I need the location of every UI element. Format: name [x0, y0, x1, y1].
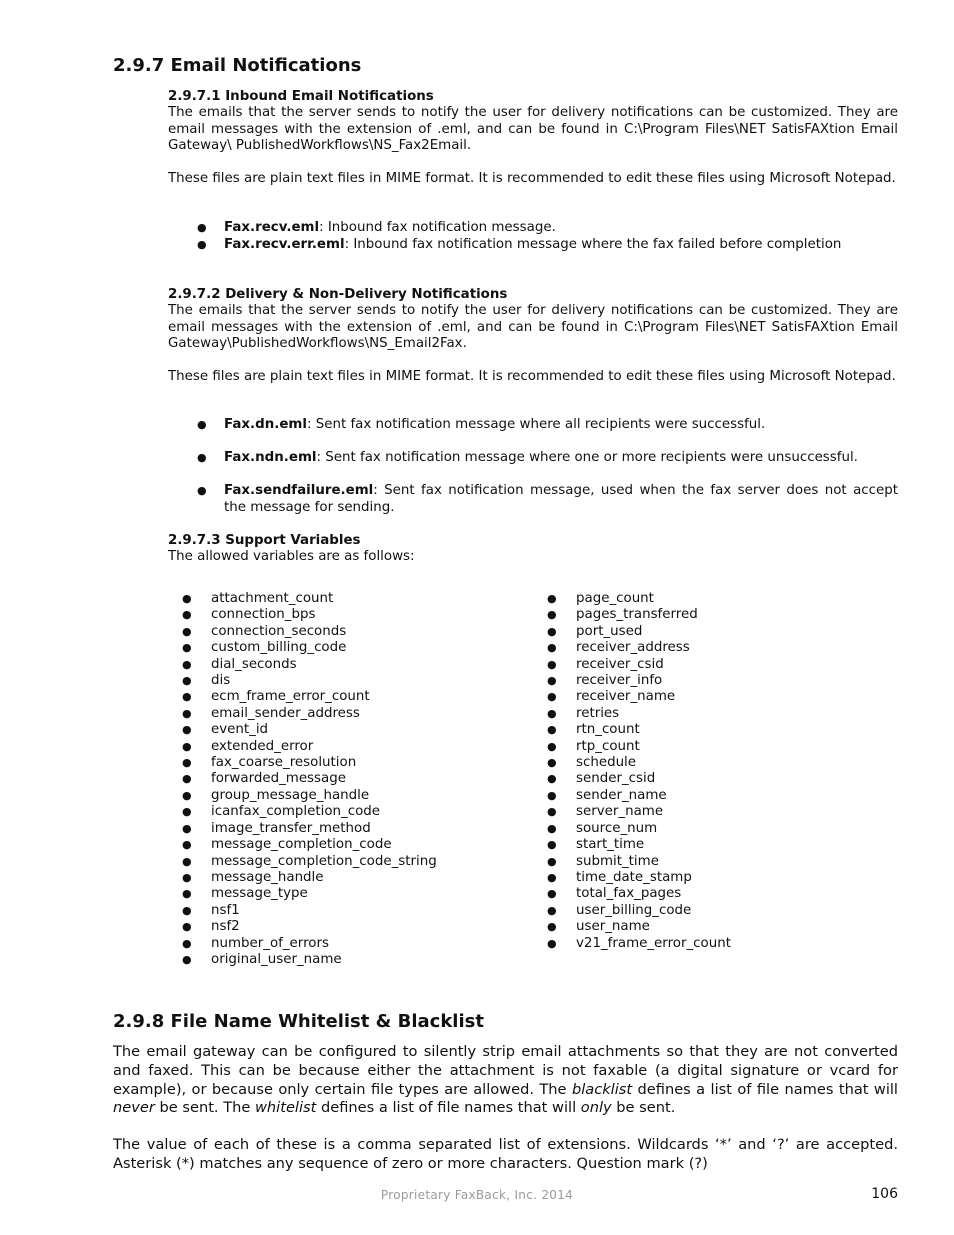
variable-item: ● message_type	[182, 886, 437, 902]
list-item	[197, 220, 898, 237]
variable-item: ● start_time	[547, 837, 731, 853]
variable-item: ● time_date_stamp	[547, 870, 731, 886]
variable-item: ● icanfax_completion_code	[182, 804, 437, 820]
bullet-icon: ●	[197, 418, 207, 431]
file-name: Fax.dn.eml	[224, 417, 307, 432]
list-item	[197, 450, 898, 467]
variable-item: ● dial_seconds	[182, 657, 437, 673]
inbound-notifications-block	[168, 88, 898, 187]
variable-item: ● message_completion_code	[182, 837, 437, 853]
file-name: Fax.recv.eml	[224, 220, 320, 235]
file-description: : Sent fax notification message where one or more recipients were unsuccessful.	[316, 450, 858, 465]
variable-item: ● fax_coarse_resolution	[182, 755, 437, 771]
variable-item: ● group_message_handle	[182, 788, 437, 804]
variable-item: ● source_num	[547, 821, 731, 837]
variable-item: ● ecm_frame_error_count	[182, 689, 437, 705]
variable-item: ● sender_name	[547, 788, 731, 804]
variable-item: ● receiver_info	[547, 673, 731, 689]
file-name: Fax.ndn.eml	[224, 450, 317, 465]
delivery-paragraph-1: The emails that the server sends to notify the user for delivery notifications can be customized. They are email messages with the extension of .eml, and can be found in C:\Program Files\NET SatisFAXtion Email Gateway\PublishedWorkflows\NS_Email2Fax.	[168, 303, 898, 351]
bullet-icon: ●	[197, 451, 207, 464]
variable-item: ● connection_seconds	[182, 624, 437, 640]
variable-item: ● number_of_errors	[182, 936, 437, 952]
list-item	[197, 237, 898, 254]
variable-item: ● connection_bps	[182, 607, 437, 623]
variable-item: ● dis	[182, 673, 437, 689]
support-variables-block	[168, 532, 898, 566]
delivery-heading: 2.9.7.2 Delivery & Non-Delivery Notifications	[168, 287, 508, 302]
bullet-icon: ●	[197, 221, 207, 234]
bullet-icon: ●	[197, 238, 207, 251]
variable-item: ● message_completion_code_string	[182, 854, 437, 870]
variable-item: ● v21_frame_error_count	[547, 936, 731, 952]
variable-item: ● pages_transferred	[547, 607, 731, 623]
variable-item: ● original_user_name	[182, 952, 437, 968]
list-item	[197, 417, 898, 434]
page-number: 106	[871, 1186, 898, 1202]
file-description: : Inbound fax notification message.	[319, 220, 556, 235]
variable-item: ● nsf1	[182, 903, 437, 919]
support-variables-heading: 2.9.7.3 Support Variables	[168, 533, 361, 548]
variable-item: ● user_billing_code	[547, 903, 731, 919]
variable-item: ● nsf2	[182, 919, 437, 935]
variable-item: ● schedule	[547, 755, 731, 771]
inbound-paragraph-2: These files are plain text files in MIME format. It is recommended to edit these files using Microsoft Notepad.	[168, 170, 896, 186]
page-footer: Proprietary FaxBack, Inc. 2014	[380, 1188, 574, 1202]
variable-item: ● extended_error	[182, 739, 437, 755]
delivery-paragraph-2: These files are plain text files in MIME format. It is recommended to edit these files using Microsoft Notepad.	[168, 368, 896, 384]
variable-item: ● receiver_name	[547, 689, 731, 705]
variable-item: ● rtn_count	[547, 722, 731, 738]
file-name: Fax.recv.err.eml	[224, 237, 345, 252]
section-heading-2-9-7: 2.9.7 Email Notifications	[113, 55, 362, 76]
variable-item: ● server_name	[547, 804, 731, 820]
variable-item: ● image_transfer_method	[182, 821, 437, 837]
file-name: Fax.sendfailure.eml	[224, 483, 374, 498]
list-item	[197, 483, 898, 516]
file-description: : Sent fax notification message where all recipients were successful.	[306, 417, 766, 432]
inbound-heading: 2.9.7.1 Inbound Email Notifications	[168, 89, 434, 104]
whitelist-paragraph-2: The value of each of these is a comma separated list of extensions. Wildcards ‘*’ and ‘?’ are accepted. Asterisk (*) matches any sequence of zero or more characters. Question mark (?)	[113, 1136, 898, 1172]
variable-item: ● forwarded_message	[182, 771, 437, 787]
section-heading-2-9-8: 2.9.8 File Name Whitelist & Blacklist	[113, 1011, 484, 1032]
variable-item: ● submit_time	[547, 854, 731, 870]
file-description: : Inbound fax notification message where the fax failed before completion	[344, 237, 842, 252]
support-variables-intro: The allowed variables are as follows:	[168, 549, 415, 564]
variables-left-column	[182, 591, 437, 968]
variable-item: ● receiver_csid	[547, 657, 731, 673]
variable-item: ● rtp_count	[547, 739, 731, 755]
delivery-notifications-block	[168, 286, 898, 385]
variable-item: ● sender_csid	[547, 771, 731, 787]
variable-item: ● page_count	[547, 591, 731, 607]
variable-item: ● event_id	[182, 722, 437, 738]
file-description: : Sent fax notification message, used when the fax server does not accept the message for sending.	[224, 483, 898, 515]
variable-item: ● attachment_count	[182, 591, 437, 607]
inbound-paragraph-1: The emails that the server sends to notify the user for delivery notifications can be customized. They are email messages with the extension of .eml, and can be found in C:\Program Files\NET SatisFAXtion Email Gateway\ PublishedWorkflows\NS_Fax2Email.	[168, 105, 898, 153]
variable-item: ● custom_billing_code	[182, 640, 437, 656]
bullet-icon: ●	[197, 484, 207, 497]
variable-item: ● message_handle	[182, 870, 437, 886]
variable-item: ● email_sender_address	[182, 706, 437, 722]
variable-item: ● retries	[547, 706, 731, 722]
variable-item: ● total_fax_pages	[547, 886, 731, 902]
variable-item: ● receiver_address	[547, 640, 731, 656]
variables-right-column	[547, 591, 731, 952]
whitelist-paragraph-1: The email gateway can be configured to silently strip email attachments so that they are not converted and faxed. This can be because either the attachment is not faxable (a digital signature or vcard for example), or because only certain file types are allowed. The blacklist defines a list of file names that will never be sent. The whitelist defines a list of file names that will only be sent.	[113, 1043, 898, 1117]
variable-item: ● user_name	[547, 919, 731, 935]
variable-item: ● port_used	[547, 624, 731, 640]
